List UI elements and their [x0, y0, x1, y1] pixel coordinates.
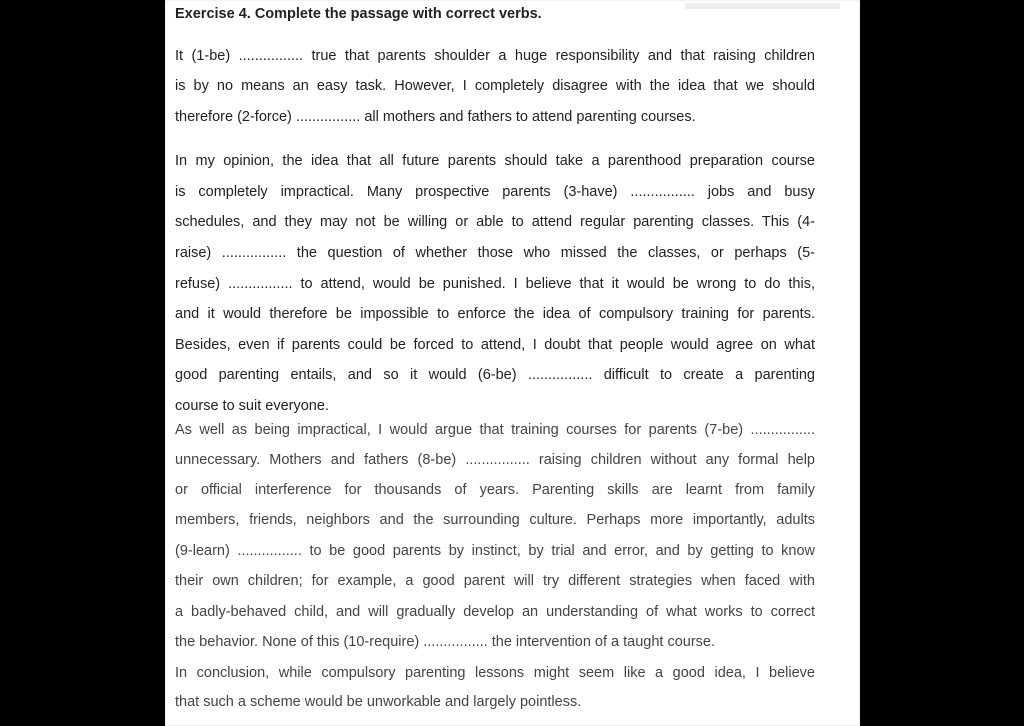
paragraph-2-line: and it would therefore be impossible to enforce the idea of compulsory training for parents. — [175, 306, 815, 322]
paragraph-2-line: raise) ................ the question of whether those who missed the classes, or perhaps (5- — [175, 245, 815, 261]
paragraph-3-line: their own children; for example, a good parent will try different strategies when faced with — [175, 573, 815, 589]
paragraph-4-line: that such a scheme would be unworkable and largely pointless. — [175, 694, 582, 710]
paragraph-1-line: therefore (2-force) ................ all mothers and fathers to attend parenting courses. — [175, 109, 696, 125]
scan-artifact — [685, 3, 840, 9]
paragraph-3-line: members, friends, neighbors and the surrounding culture. Perhaps more importantly, adults — [175, 512, 815, 528]
paragraph-2-line: is completely impractical. Many prospective parents (3-have) ................ jobs and busy — [175, 184, 815, 200]
paragraph-3-line: unnecessary. Mothers and fathers (8-be) ................ raising children without any formal help — [175, 452, 815, 468]
paragraph-1-line: is by no means an easy task. However, I completely disagree with the idea that we should — [175, 78, 815, 94]
paragraph-3-line: the behavior. None of this (10-require) ................ the intervention of a taught course. — [175, 634, 716, 650]
paragraph-3-line: a badly-behaved child, and will gradually develop an understanding of what works to correct — [175, 604, 815, 620]
paragraph-2-line: good parenting entails, and so it would (6-be) ................ difficult to create a parenting — [175, 367, 815, 383]
paragraph-2-line: Besides, even if parents could be forced to attend, I doubt that people would agree on what — [175, 337, 815, 353]
paragraph-2-line: refuse) ................ to attend, would be punished. I believe that it would be wrong to do this, — [175, 276, 815, 292]
paragraph-2-line: course to suit everyone. — [175, 398, 329, 414]
paragraph-2-line: In my opinion, the idea that all future parents should take a parenthood preparation course — [175, 153, 815, 169]
paragraph-1-line: It (1-be) ................ true that parents shoulder a huge responsibility and that raising children — [175, 48, 815, 64]
paragraph-3-line: (9-learn) ................ to be good parents by instinct, by trial and error, and by getting to know — [175, 543, 815, 559]
exercise-title: Exercise 4. Complete the passage with correct verbs. — [175, 6, 542, 22]
paragraph-3-line: As well as being impractical, I would argue that training courses for parents (7-be) ................ — [175, 422, 815, 438]
paragraph-3-line: or official interference for thousands of years. Parenting skills are learnt from family — [175, 482, 815, 498]
paragraph-2-line: schedules, and they may not be willing or able to attend regular parenting classes. This (4- — [175, 214, 815, 230]
paragraph-4-line: In conclusion, while compulsory parenting lessons might seem like a good idea, I believe — [175, 665, 815, 681]
worksheet-page — [165, 0, 860, 726]
